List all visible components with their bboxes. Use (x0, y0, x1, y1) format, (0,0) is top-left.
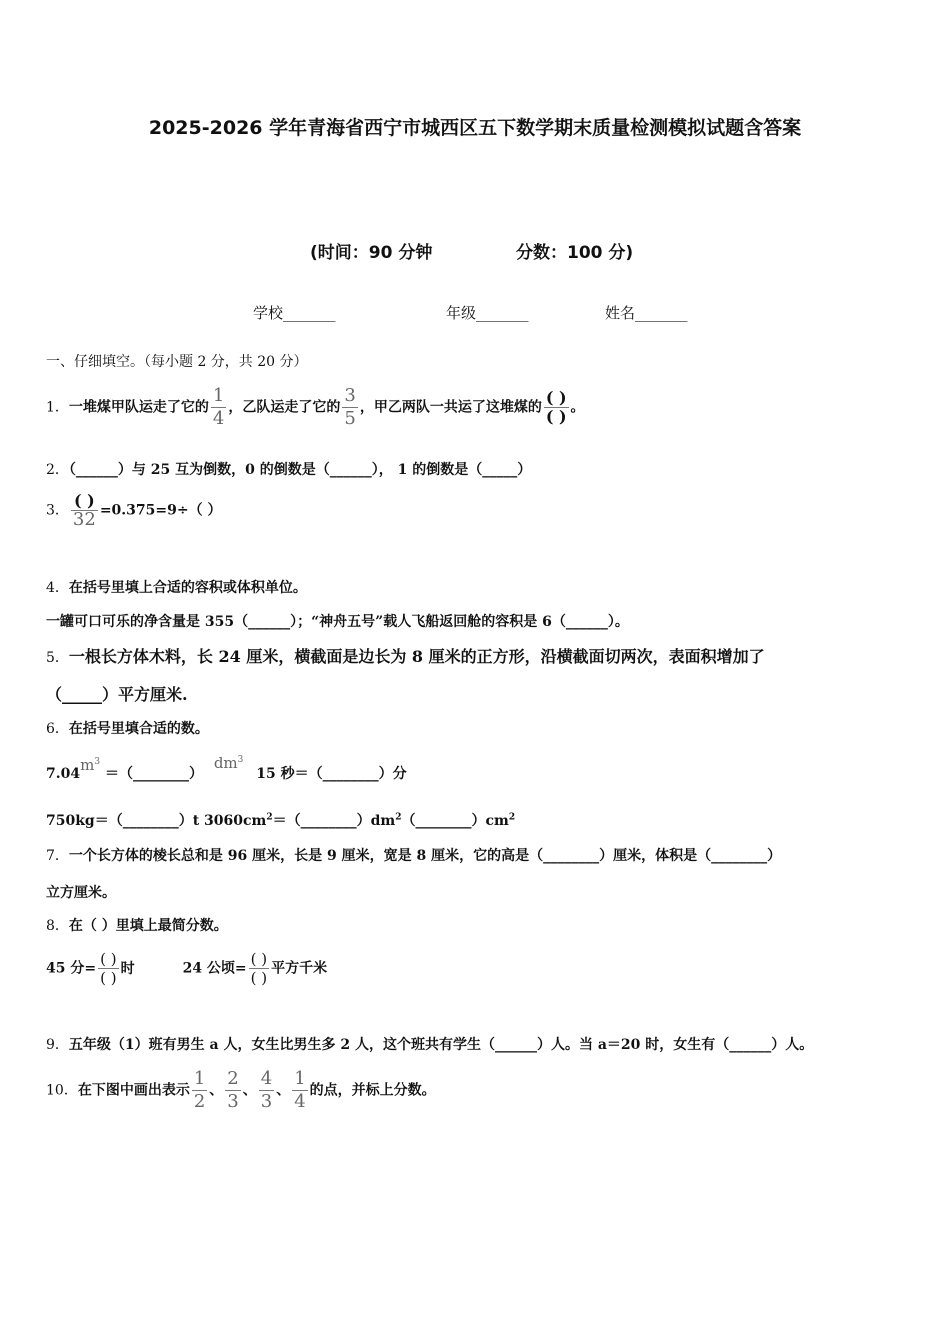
question-text: （______）与 25 互为倒数，0 的倒数是（______）， 1 的倒数是（_____） (68, 462, 532, 478)
question-text: =0.375=9÷（ ） (99, 502, 222, 519)
fraction: $\frac{( )}{32}$ (72, 491, 96, 530)
unit-cubic-meter: $m^3$ (80, 756, 101, 774)
question-number: 10． (46, 1082, 78, 1099)
question-text: 一根长方体木料，长 24 厘米，横截面是边长为 8 厘米的正方形，沿横截面切两次，表面积增加了 (68, 647, 765, 666)
question-text: ，甲乙两队一共运了这堆煤的 (359, 399, 542, 416)
question-text: 在括号里填合适的数。 (68, 721, 209, 737)
question-number: 8． (46, 918, 69, 934)
question-text: 在括号里填上合适的容积或体积单位。 (68, 580, 307, 596)
question-8 (46, 915, 228, 935)
exam-score: 分数：100 分) (516, 243, 634, 263)
fraction: $\frac{1}{2}$ (193, 1068, 206, 1112)
question-text: 一堆煤甲队运走了它的 (68, 399, 209, 416)
question-6-line-2: 750kg＝（________）t $3060cm^2=(\_\_\_\_\_\_\_\_)dm^2(\_\_\_\_\_\_\_\_)cm^2$ (46, 812, 516, 829)
question-2 (46, 459, 531, 479)
fraction: $\frac{1}{4}$ (212, 385, 225, 429)
question-7 (46, 845, 781, 865)
question-text: 的点，并标上分数。 (309, 1082, 436, 1099)
unit-cubic-decimeter: $dm^3$ (213, 754, 244, 772)
name-field: 姓名_______ (605, 304, 688, 322)
page-title: 2025-2026 学年青海省西宁市城西区五下数学期末质量检测模拟试题含答案 (148, 117, 802, 139)
question-text: ，乙队运走了它的 (228, 399, 341, 416)
question-number: 2． (46, 462, 69, 478)
question-10: 10．在下图中画出表示 $\frac{1}{2}$ 、 $\frac{2}{3}$ 、 $\frac{4}{3}$ 、 $\frac{1}{4}$ 的点，并标上分数。 (46, 1068, 436, 1112)
question-4 (46, 577, 307, 597)
question-6-line-1: $7.04m^3$ ＝（________） $dm^3$ 15 秒＝（________）分 (46, 754, 407, 782)
question-text: 一个长方体的棱长总和是 96 厘米，长是 9 厘米，宽是 8 厘米，它的高是（________）厘米，体积是（________） (68, 848, 782, 864)
question-8-line-2: 45 分= $\frac{( )}{( )}$ 时 24 公顷= $\frac{( )}{( )}$ 平方千米 (46, 950, 328, 987)
section-title: 一、仔细填空。（每小题 2 分，共 20 分） (46, 354, 308, 370)
question-6 (46, 718, 209, 738)
fraction: $\frac{3}{5}$ (344, 385, 356, 429)
answer-fraction: $\frac{( )}{( )}$ (100, 950, 117, 987)
exam-time: (时间：90 分钟 (310, 243, 433, 263)
question-number: 3． (46, 502, 69, 519)
question-9 (46, 1034, 813, 1054)
question-3 (46, 492, 221, 529)
question-5-line-2: （_____）平方厘米. (46, 685, 188, 704)
question-1 (46, 385, 585, 430)
question-number: 6． (46, 721, 69, 737)
fraction: $\frac{1}{4}$ (294, 1068, 306, 1112)
question-text: 在（ ）里填上最简分数。 (68, 918, 228, 934)
answer-fraction: $\frac{( )}{( )}$ (545, 388, 567, 426)
question-5 (46, 644, 765, 667)
question-4-line-2: 一罐可口可乐的净含量是 355（______）；“神舟五号”载人飞船返回舱的容积是 6（______）。 (46, 614, 629, 630)
question-text: 。 (570, 399, 585, 416)
question-number: 5． (46, 650, 69, 666)
question-7-line-2: 立方厘米。 (46, 885, 116, 901)
school-field: 学校_______ (253, 304, 336, 322)
grade-field: 年级_______ (446, 304, 529, 322)
question-number: 7． (46, 848, 69, 864)
answer-fraction: $\frac{( )}{( )}$ (250, 950, 268, 987)
fraction: $\frac{4}{3}$ (260, 1068, 273, 1112)
question-number: 1． (46, 399, 69, 416)
question-number: 9． (46, 1037, 69, 1053)
question-number: 4． (46, 580, 69, 596)
question-text: 五年级（1）班有男生 a 人，女生比男生多 2 人，这个班共有学生（______）人。当 a＝20 时，女生有（______）人。 (68, 1037, 814, 1053)
fraction: $\frac{2}{3}$ (227, 1068, 239, 1112)
question-text: 在下图中画出表示 (77, 1082, 190, 1099)
